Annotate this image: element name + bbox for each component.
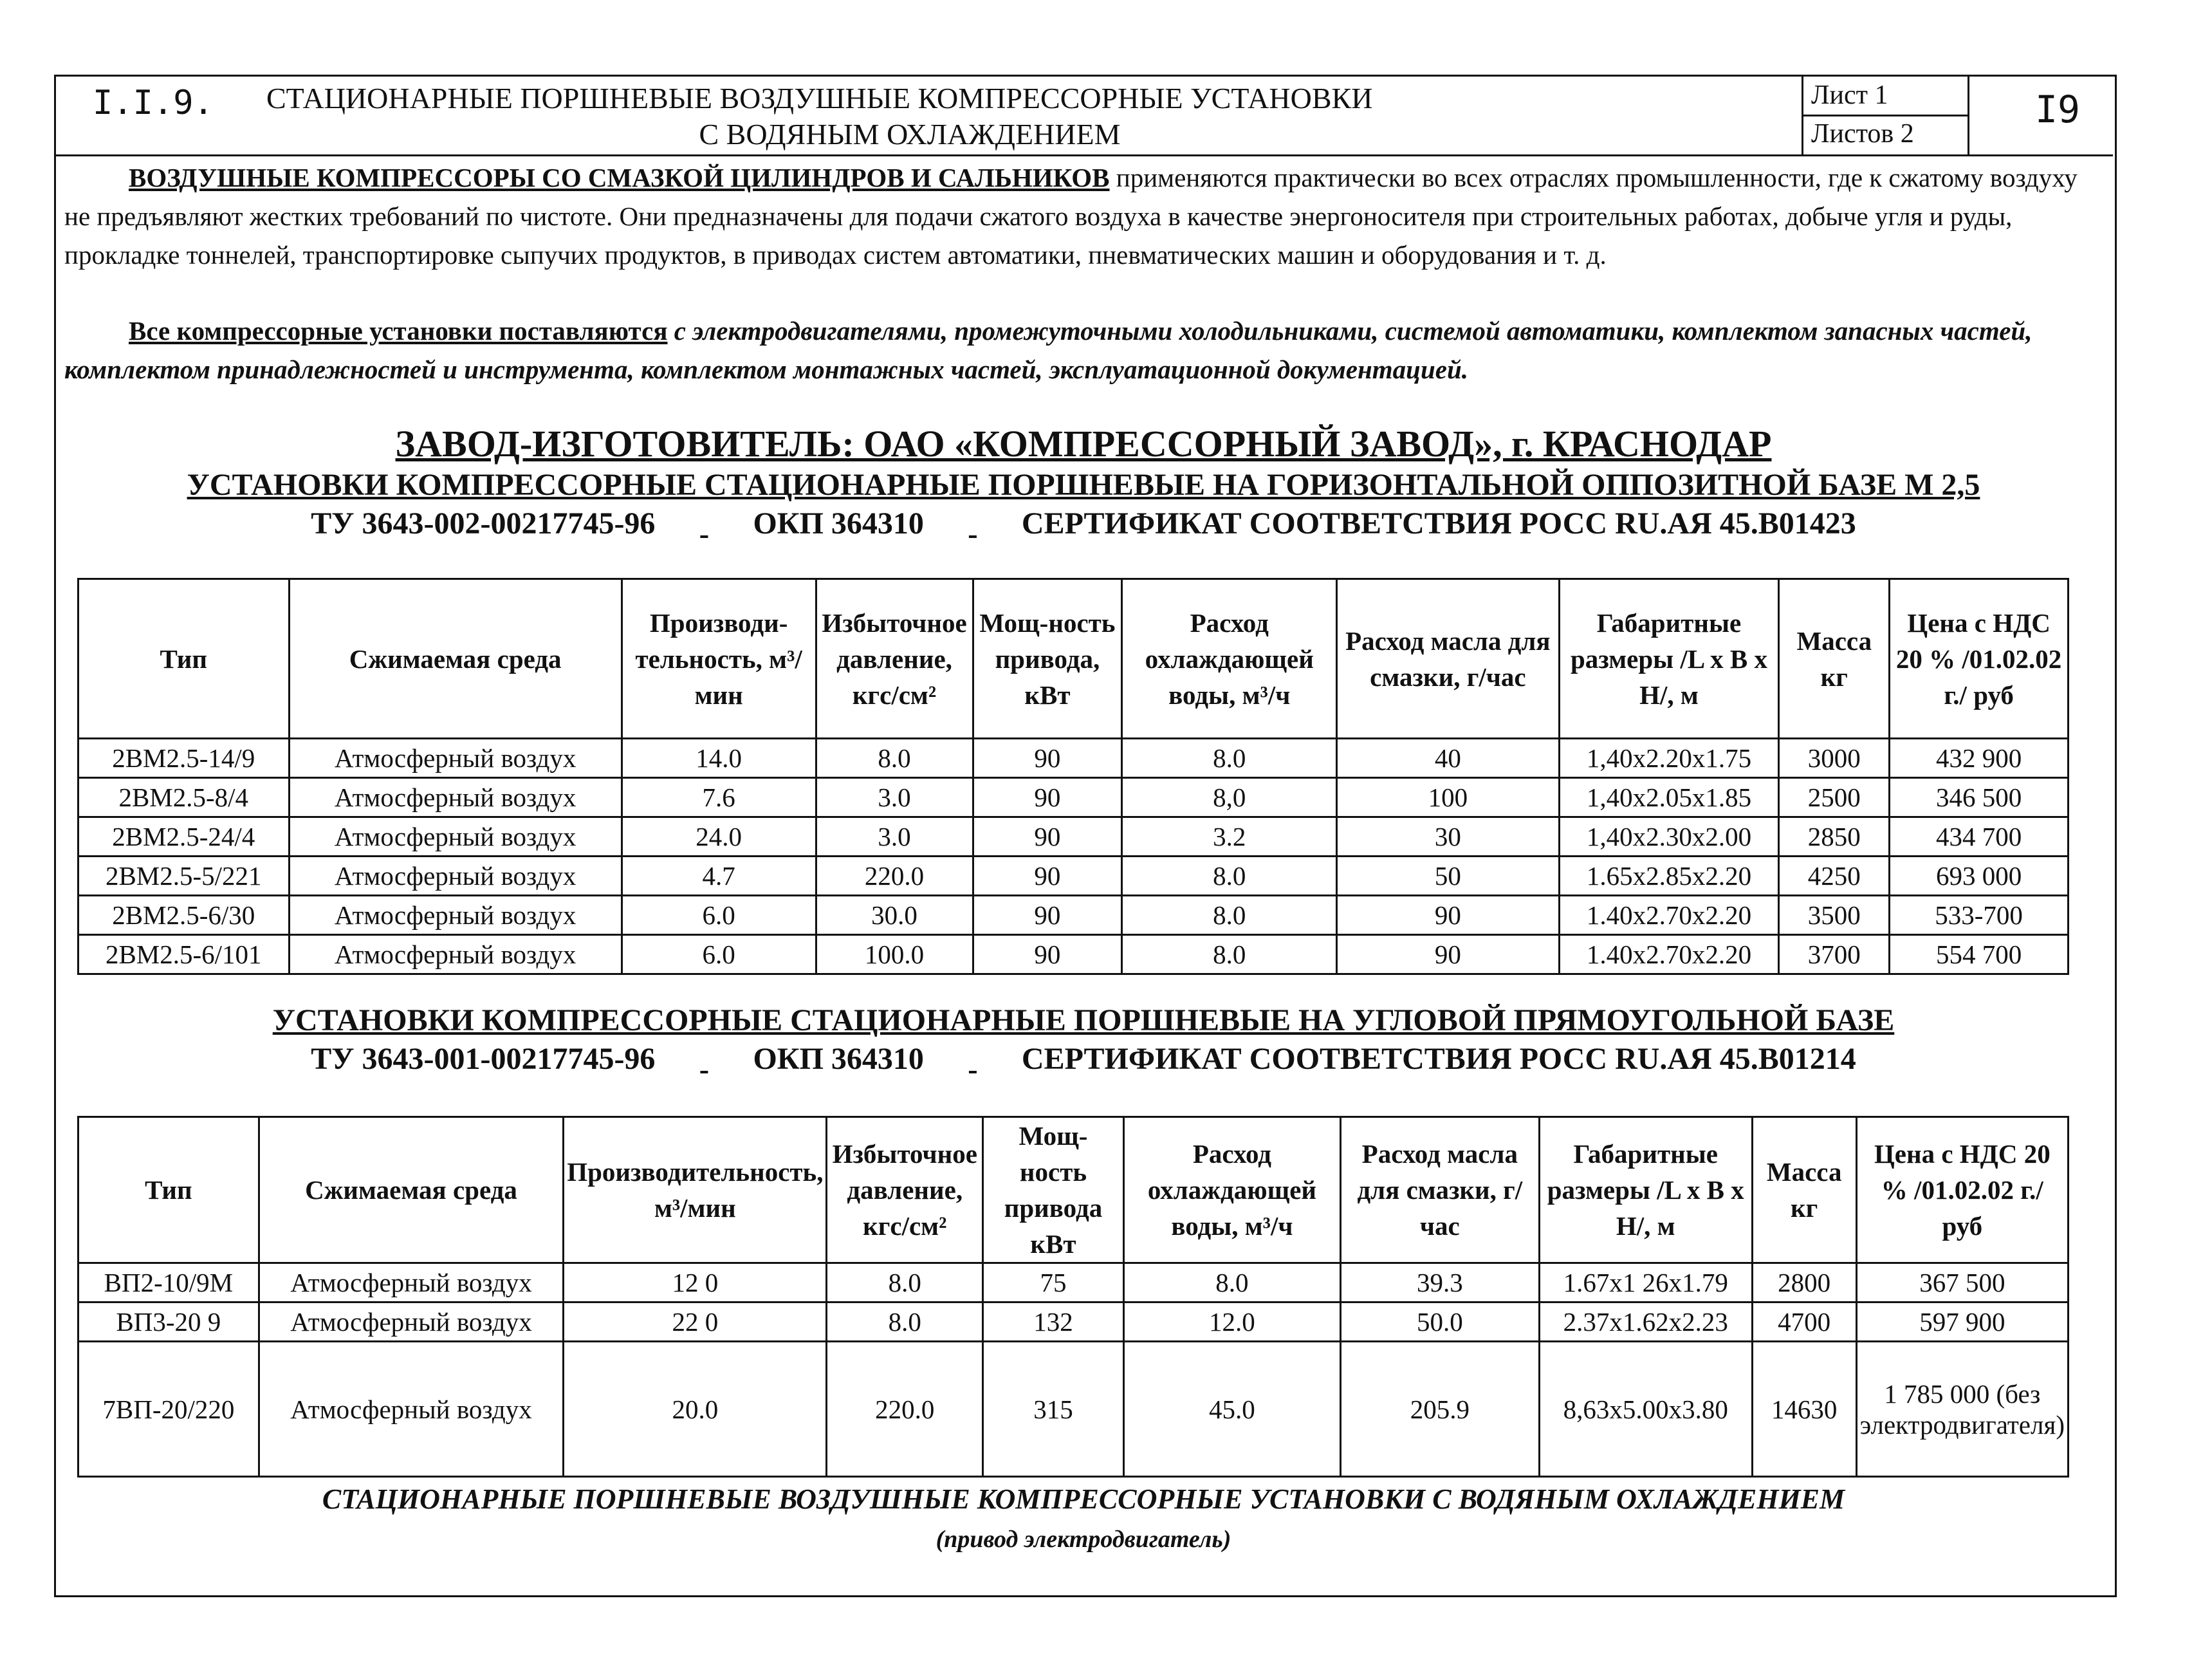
- table-cell: 3.0: [816, 817, 973, 857]
- table-cell: 90: [973, 896, 1122, 935]
- table-cell: 8.0: [816, 739, 973, 778]
- table-cell: Атмосферный воздух: [259, 1342, 564, 1477]
- table-cell: Атмосферный воздух: [289, 778, 622, 817]
- table-cell: 2500: [1779, 778, 1890, 817]
- table-cell: 30: [1337, 817, 1559, 857]
- section1-title: УСТАНОВКИ КОМПРЕССОРНЫЕ СТАЦИОНАРНЫЕ ПОРШНЕВЫЕ НА ГОРИЗОНТАЛЬНОЙ ОППОЗИТНОЙ БАЗЕ М 2,5: [187, 468, 1980, 502]
- table-cell: 1.65x2.85x2.20: [1559, 857, 1779, 896]
- column-header: Цена с НДС 20 % /01.02.02 г./ руб: [1856, 1117, 2068, 1263]
- table-cell: 39.3: [1340, 1263, 1539, 1302]
- table-row: [78, 739, 2069, 778]
- intro-paragraph-2: [64, 311, 2097, 389]
- table-cell: 14630: [1752, 1342, 1856, 1477]
- column-header: Масса кг: [1779, 579, 1890, 739]
- column-header: Тип: [78, 1117, 259, 1263]
- table-cell: 3000: [1779, 739, 1890, 778]
- table-cell: 50: [1337, 857, 1559, 896]
- table-cell: 45.0: [1123, 1342, 1340, 1477]
- section2-table: [77, 1116, 2069, 1478]
- table-header-row: [78, 1117, 2069, 1263]
- table-cell: 8.0: [1122, 935, 1337, 974]
- table-cell: 1,40x2.05x1.85: [1559, 778, 1779, 817]
- table-cell: 2ВМ2.5-24/4: [78, 817, 290, 857]
- table-cell: Атмосферный воздух: [289, 935, 622, 974]
- table-cell: 315: [983, 1342, 1124, 1477]
- table-cell: 3500: [1779, 896, 1890, 935]
- column-header: Мощ-ность привода кВт: [983, 1117, 1124, 1263]
- table-cell: 8.0: [827, 1263, 983, 1302]
- section1-okp: ОКП 364310: [753, 506, 924, 541]
- table-cell: 2ВМ2.5-8/4: [78, 778, 290, 817]
- table-cell: 100: [1337, 778, 1559, 817]
- table-cell: 50.0: [1340, 1302, 1539, 1342]
- table-cell: 6.0: [622, 935, 816, 974]
- table-cell: 7.6: [622, 778, 816, 817]
- table-cell: 205.9: [1340, 1342, 1539, 1477]
- column-header: Мощ-ность привода, кВт: [973, 579, 1122, 739]
- intro-text-2: с электродвигателями, промежуточными холодильниками, системой автоматики, комплектом запасных частей, комплектом принадлежностей и инструмента, комплектом монтажных частей, эксплуатационной документацией.: [64, 316, 2032, 384]
- section2-okp: ОКП 364310: [753, 1042, 924, 1076]
- table-cell: 20.0: [564, 1342, 827, 1477]
- sheets-total-label: Листов 2: [1811, 119, 1914, 149]
- table-cell: 1.40x2.70x2.20: [1559, 935, 1779, 974]
- table-cell: 90: [973, 739, 1122, 778]
- table-row: [78, 935, 2069, 974]
- table-cell: 2ВМ2.5-6/30: [78, 896, 290, 935]
- column-header: Производи-тельность, м³/мин: [622, 579, 816, 739]
- table-cell: Атмосферный воздух: [259, 1302, 564, 1342]
- section2-cert: СЕРТИФИКАТ СООТВЕТСТВИЯ РОСС RU.АЯ 45.В01214: [1021, 1042, 1856, 1076]
- table-cell: Атмосферный воздух: [289, 857, 622, 896]
- table-row: [78, 817, 2069, 857]
- table-cell: 14.0: [622, 739, 816, 778]
- section2-codes: [54, 1041, 2113, 1077]
- table-cell: 90: [973, 817, 1122, 857]
- table-cell: 2ВМ2.5-14/9: [78, 739, 290, 778]
- table-cell: 597 900: [1856, 1302, 2068, 1342]
- column-header: Сжимаемая среда: [289, 579, 622, 739]
- title-block: [54, 75, 2113, 156]
- table-cell: 7ВП-20/220: [78, 1342, 259, 1477]
- table-cell: 8,0: [1122, 778, 1337, 817]
- table-cell: 1.40x2.70x2.20: [1559, 896, 1779, 935]
- table-cell: 220.0: [827, 1342, 983, 1477]
- column-header: Цена с НДС 20 % /01.02.02 г./ руб: [1890, 579, 2069, 739]
- column-header: Расход охлаждающей воды, м³/ч: [1123, 1117, 1340, 1263]
- table-cell: 8.0: [827, 1302, 983, 1342]
- section1-codes: [54, 506, 2113, 541]
- table-row: [78, 1263, 2069, 1302]
- table-row: [78, 896, 2069, 935]
- table-cell: 1,40x2.20x1.75: [1559, 739, 1779, 778]
- table-cell: 12.0: [1123, 1302, 1340, 1342]
- section1-table: [77, 578, 2069, 975]
- table-cell: 533-700: [1890, 896, 2069, 935]
- column-header: Производительность, м³/мин: [564, 1117, 827, 1263]
- section1-tu: ТУ 3643-002-00217745-96: [311, 506, 656, 541]
- table-cell: Атмосферный воздух: [259, 1263, 564, 1302]
- column-header: Габаритные размеры /L x B x H/, м: [1539, 1117, 1752, 1263]
- table-cell: Атмосферный воздух: [289, 739, 622, 778]
- column-header: Масса кг: [1752, 1117, 1856, 1263]
- column-header: Избыточное давление, кгс/см²: [816, 579, 973, 739]
- intro-text-1: применяются практически во всех отраслях промышленности, где к сжатому воздуху не предъявляют жестких требований по чистоте. Они предназначены для подачи сжатого воздуха в качестве энергоносителя при строительных работах, добыче угля и руды, прокладке тоннелей, транспортировке сыпучих продуктов, в приводах систем автоматики, пневматических машин и оборудования и т. д.: [64, 163, 2078, 270]
- table-cell: Атмосферный воздух: [289, 896, 622, 935]
- footer-subtitle: (привод электродвигатель): [935, 1526, 1231, 1553]
- section2-title: УСТАНОВКИ КОМПРЕССОРНЫЕ СТАЦИОНАРНЫЕ ПОРШНЕВЫЕ НА УГЛОВОЙ ПРЯМОУГОЛЬНОЙ БАЗЕ: [272, 1003, 1895, 1037]
- section1-cert: СЕРТИФИКАТ СООТВЕТСТВИЯ РОСС RU.АЯ 45.В01423: [1021, 506, 1856, 541]
- sheet-info-box: [1802, 75, 2143, 154]
- table-cell: 1,40x2.30x2.00: [1559, 817, 1779, 857]
- column-header: Тип: [78, 579, 290, 739]
- table-cell: 8.0: [1122, 857, 1337, 896]
- table-cell: 8.0: [1122, 739, 1337, 778]
- table-cell: 2ВМ2.5-5/221: [78, 857, 290, 896]
- footer-title: СТАЦИОНАРНЫЕ ПОРШНЕВЫЕ ВОЗДУШНЫЕ КОМПРЕССОРНЫЕ УСТАНОВКИ С ВОДЯНЫМ ОХЛАЖДЕНИЕМ: [322, 1483, 1845, 1515]
- section2-tu: ТУ 3643-001-00217745-96: [311, 1042, 656, 1076]
- column-header: Избыточное давление, кгс/см²: [827, 1117, 983, 1263]
- table-row: [78, 857, 2069, 896]
- table-cell: 90: [973, 778, 1122, 817]
- column-header: Расход масла для смазки, г/час: [1337, 579, 1559, 739]
- table-cell: 8.0: [1123, 1263, 1340, 1302]
- table-cell: 2.37x1.62x2.23: [1539, 1302, 1752, 1342]
- column-header: Расход масла для смазки, г/час: [1340, 1117, 1539, 1263]
- table-row: [78, 1302, 2069, 1342]
- table-cell: ВП3-20 9: [78, 1302, 259, 1342]
- table-cell: 4250: [1779, 857, 1890, 896]
- table-cell: 4700: [1752, 1302, 1856, 1342]
- table-cell: Атмосферный воздух: [289, 817, 622, 857]
- table-cell: 3.0: [816, 778, 973, 817]
- intro-lead-1: ВОЗДУШНЫЕ КОМПРЕССОРЫ СО СМАЗКОЙ ЦИЛИНДРОВ И САЛЬНИКОВ: [129, 163, 1110, 192]
- page-title-line1: СТАЦИОНАРНЫЕ ПОРШНЕВЫЕ ВОЗДУШНЫЕ КОМПРЕССОРНЫЕ УСТАНОВКИ: [266, 82, 1373, 115]
- table-cell: 2850: [1779, 817, 1890, 857]
- table-cell: 693 000: [1890, 857, 2069, 896]
- column-header: Сжимаемая среда: [259, 1117, 564, 1263]
- section1-rows: [78, 739, 2069, 974]
- page-number: I9: [2035, 88, 2080, 131]
- table-cell: 6.0: [622, 896, 816, 935]
- table-cell: 346 500: [1890, 778, 2069, 817]
- table-cell: 8.0: [1122, 896, 1337, 935]
- table-cell: 30.0: [816, 896, 973, 935]
- sheet-label: Лист 1: [1811, 80, 1888, 110]
- section-code: I.I.9.: [93, 84, 214, 122]
- table-cell: 100.0: [816, 935, 973, 974]
- table-cell: 220.0: [816, 857, 973, 896]
- table-cell: 4.7: [622, 857, 816, 896]
- table-cell: 1.67x1 26x1.79: [1539, 1263, 1752, 1302]
- table-cell: ВП2-10/9М: [78, 1263, 259, 1302]
- table-cell: 24.0: [622, 817, 816, 857]
- table-header-row: [78, 579, 2069, 739]
- table-cell: 367 500: [1856, 1263, 2068, 1302]
- table-cell: 132: [983, 1302, 1124, 1342]
- table-cell: 22 0: [564, 1302, 827, 1342]
- table-cell: 12 0: [564, 1263, 827, 1302]
- table-cell: 3700: [1779, 935, 1890, 974]
- page-title-line2: С ВОДЯНЫМ ОХЛАЖДЕНИЕМ: [699, 118, 1121, 151]
- table-row: [78, 1342, 2069, 1477]
- table-cell: 90: [1337, 896, 1559, 935]
- table-cell: 432 900: [1890, 739, 2069, 778]
- table-cell: 1 785 000 (без электродвигателя): [1856, 1342, 2068, 1477]
- table-cell: 75: [983, 1263, 1124, 1302]
- table-row: [78, 778, 2069, 817]
- column-header: Габаритные размеры /L x B x H/, м: [1559, 579, 1779, 739]
- table-cell: 90: [973, 857, 1122, 896]
- table-cell: 3.2: [1122, 817, 1337, 857]
- table-cell: 40: [1337, 739, 1559, 778]
- column-header: Расход охлаждающей воды, м³/ч: [1122, 579, 1337, 739]
- table-cell: 90: [973, 935, 1122, 974]
- table-cell: 434 700: [1890, 817, 2069, 857]
- table-cell: 2ВМ2.5-6/101: [78, 935, 290, 974]
- intro-lead-2: Все компрессорные установки поставляются: [129, 316, 668, 346]
- table-cell: 8,63x5.00x3.80: [1539, 1342, 1752, 1477]
- table-cell: 554 700: [1890, 935, 2069, 974]
- table-cell: 2800: [1752, 1263, 1856, 1302]
- section2-rows: [78, 1263, 2069, 1477]
- manufacturer-heading: ЗАВОД-ИЗГОТОВИТЕЛЬ: ОАО «КОМПРЕССОРНЫЙ ЗАВОД», г. КРАСНОДАР: [395, 423, 1772, 465]
- table-cell: 90: [1337, 935, 1559, 974]
- intro-paragraph-1: [64, 158, 2097, 274]
